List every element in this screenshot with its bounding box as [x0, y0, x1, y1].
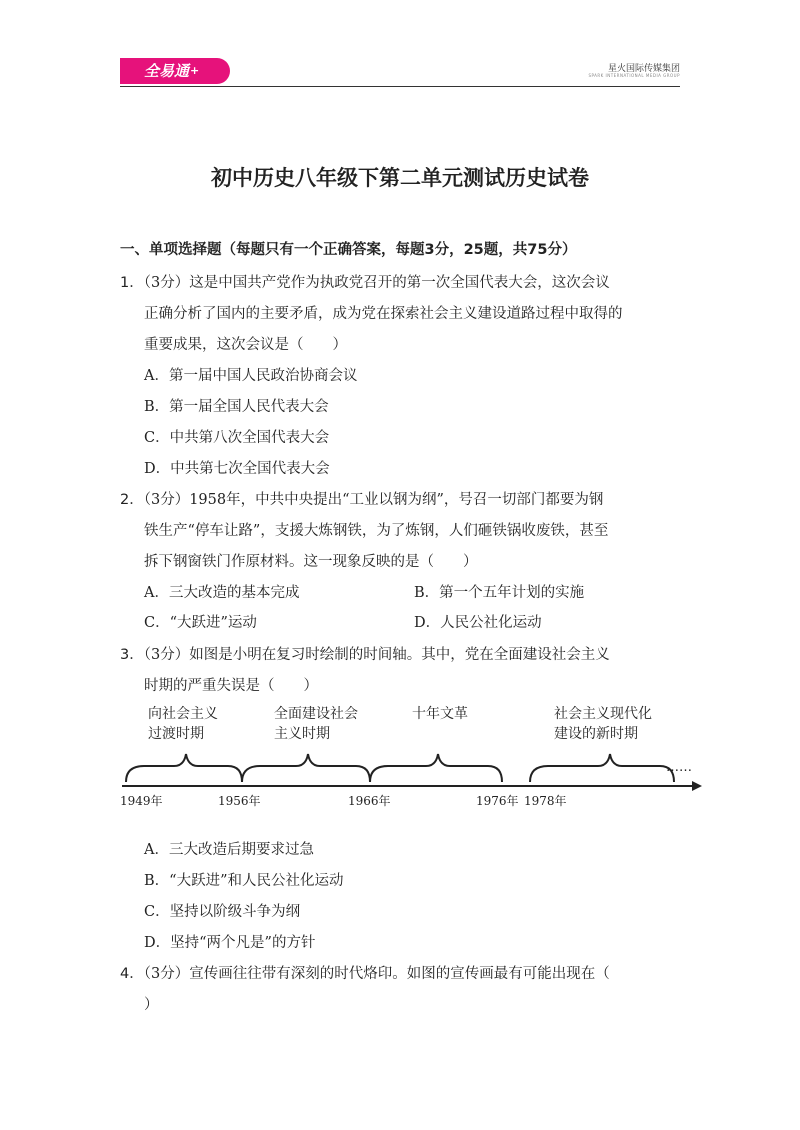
question-2-text: （3分）1958年，中共中央提出“工业以钢为纲”，号召一切部门都要为钢 [143, 492, 604, 508]
question-3-option-d[interactable]: D．坚持“两个凡是”的方针 [144, 935, 316, 951]
brace-3 [370, 754, 502, 782]
year-1956: 1956年 [218, 794, 261, 808]
period-1-label: 向社会主义 过渡时期 [148, 706, 218, 742]
question-1-option-c[interactable]: C．中共第八次全国代表大会 [144, 430, 330, 446]
brace-4 [530, 754, 674, 782]
year-1949: 1949年 [120, 794, 163, 808]
brace-2 [242, 754, 370, 782]
period-2-label: 全面建设社会 主义时期 [274, 706, 358, 742]
year-1966: 1966年 [348, 794, 391, 808]
question-4-text: （3分）宣传画往往带有深刻的时代烙印。如图的宣传画最有可能出现在（ [143, 966, 610, 982]
logo-plus: + [190, 64, 200, 77]
question-1-number: 1． [120, 275, 144, 291]
question-1-option-d[interactable]: D．中共第七次全国代表大会 [144, 461, 330, 477]
question-3-number: 3． [120, 647, 144, 663]
year-1978: 1978年 [524, 794, 567, 808]
question-2-option-c[interactable]: C．“大跃进”运动 [144, 615, 257, 631]
question-2-line-3: 拆下钢窗铁门作原材料。这一现象反映的是（ ） [144, 554, 478, 570]
question-3-text: （3分）如图是小明在复习时绘制的时间轴。其中，党在全面建设社会主义 [143, 647, 610, 663]
question-3-line-1 [120, 643, 610, 664]
period-4-label: 社会主义现代化 建设的新时期 [554, 706, 652, 742]
axis-arrow [692, 781, 702, 791]
question-3-option-c[interactable]: C．坚持以阶级斗争为纲 [144, 904, 301, 920]
question-3-option-a[interactable]: A．三大改造后期要求过急 [144, 842, 314, 858]
question-2-line-1 [120, 488, 603, 509]
header-divider [120, 86, 680, 87]
timeline-continuation-dots: …… [666, 760, 692, 775]
year-1976: 1976年 [476, 794, 519, 808]
question-1-line-1 [120, 271, 610, 292]
question-1-line-2: 正确分析了国内的主要矛盾，成为党在探索社会主义建设道路过程中取得的 [144, 306, 623, 322]
question-4-line-2: ） [144, 997, 159, 1013]
brand-logo [120, 58, 230, 84]
publisher-subtitle: SPARK INTERNATIONAL MEDIA GROUP [588, 73, 680, 78]
question-2-option-b[interactable]: B．第一个五年计划的实施 [414, 585, 585, 601]
question-4-number: 4． [120, 966, 144, 982]
page-title: 初中历史八年级下第二单元测试历史试卷 [211, 166, 589, 190]
question-3-option-b[interactable]: B．“大跃进”和人民公社化运动 [144, 873, 344, 889]
timeline-figure [118, 700, 708, 820]
question-1-option-b[interactable]: B．第一届全国人民代表大会 [144, 399, 329, 415]
question-2-option-a[interactable]: A．三大改造的基本完成 [144, 585, 300, 601]
period-3-label: 十年文革 [412, 706, 468, 722]
question-2-line-2: 铁生产“停车让路”，支援大炼钢铁，为了炼钢，人们砸铁锅收废铁，甚至 [144, 523, 609, 539]
section-heading: 一、单项选择题（每题只有一个正确答案，每题3分，25题，共75分） [120, 242, 577, 258]
question-2-number: 2． [120, 492, 144, 508]
page-header [120, 55, 680, 87]
question-3-line-2: 时期的严重失误是（ ） [144, 678, 318, 694]
question-1-option-a[interactable]: A．第一届中国人民政治协商会议 [144, 368, 358, 384]
publisher-name: 星火国际传媒集团 [607, 64, 680, 74]
question-2-option-d[interactable]: D．人民公社化运动 [414, 615, 542, 631]
question-4-line-1 [120, 962, 610, 983]
brace-1 [126, 754, 242, 782]
question-1-text: （3分）这是中国共产党作为执政党召开的第一次全国代表大会，这次会议 [143, 275, 610, 291]
logo-text: 全易通 [144, 62, 190, 80]
question-1-line-3: 重要成果，这次会议是（ ） [144, 337, 347, 353]
